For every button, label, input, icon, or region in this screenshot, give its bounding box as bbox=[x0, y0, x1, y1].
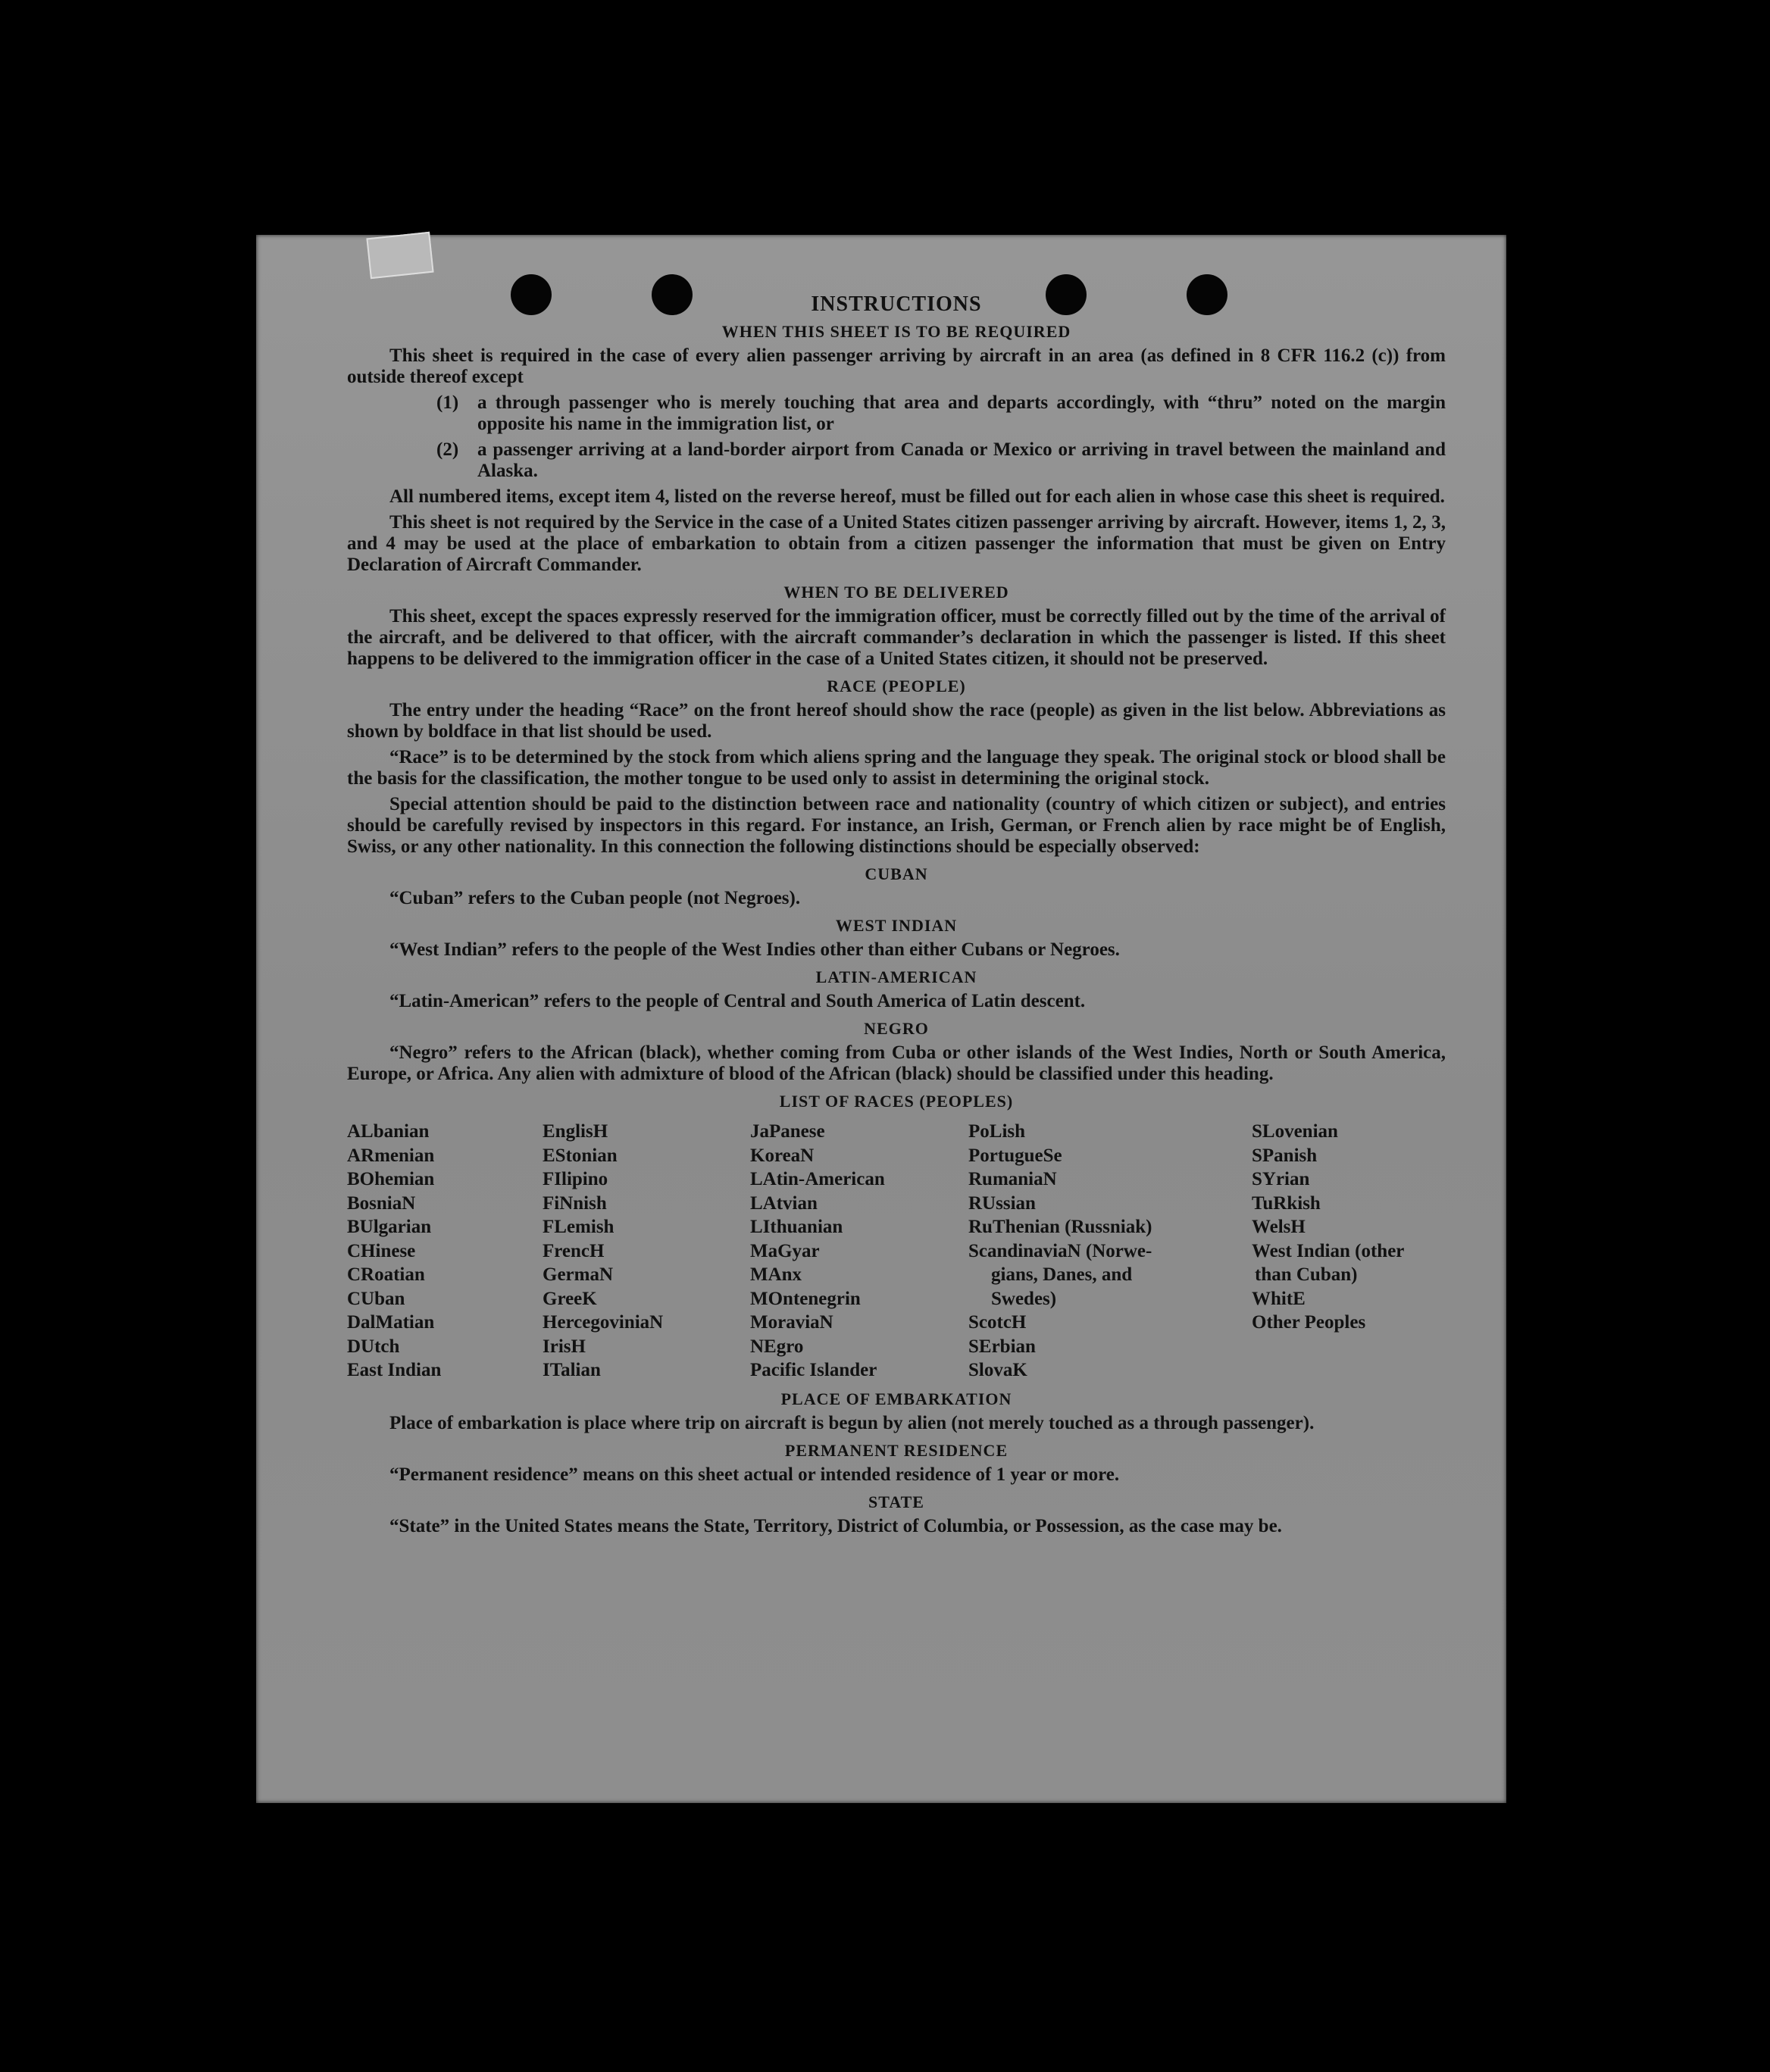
race-entry: JaPanese bbox=[750, 1121, 825, 1142]
race-entry: ScandinaviaN (Norwe- bbox=[968, 1240, 1152, 1261]
document-sheet bbox=[256, 235, 1506, 1803]
race-entry: EnglisH bbox=[543, 1121, 608, 1142]
race-entry: TuRkish bbox=[1252, 1192, 1321, 1214]
heading-cuban: CUBAN bbox=[865, 864, 928, 883]
numbered-items-paragraph: All numbered items, except item 4, listed on the reverse hereof, must be filled out for each alien in whose case this sheet is required. bbox=[389, 486, 1445, 507]
races-column bbox=[347, 1120, 543, 1383]
races-column bbox=[1252, 1120, 1446, 1383]
race-entry: PoLish bbox=[968, 1121, 1026, 1142]
race-entry: SErbian bbox=[968, 1336, 1036, 1357]
race-entry: PortugueSe bbox=[968, 1145, 1062, 1166]
west-indian-text: “West Indian” refers to the people of the West Indies other than either Cubans or Negroes. bbox=[389, 939, 1120, 960]
race-entry: ARmenian bbox=[347, 1145, 435, 1166]
race-entry: FLemish bbox=[543, 1217, 614, 1237]
race-entry: CHinese bbox=[347, 1240, 416, 1261]
item-text: a through passenger who is merely touching that area and departs accordingly, with “thru” noted on the margin opposite his name in the immigration list, or bbox=[477, 392, 1446, 434]
heading-when-required: WHEN THIS SHEET IS TO BE REQUIRED bbox=[721, 322, 1071, 341]
race-entry: GreeK bbox=[543, 1288, 597, 1309]
race-entry: Pacific Islander bbox=[750, 1360, 877, 1380]
race-entry: RumaniaN bbox=[968, 1169, 1057, 1189]
races-column bbox=[750, 1120, 968, 1383]
race-entry: FrencH bbox=[543, 1240, 605, 1261]
negro-text: “Negro” refers to the African (black), whether coming from Cuba or other islands of the West Indies, North or South America, Europe, or Africa. Any alien with admixture of blood of the African (black) should be classified under this heading. bbox=[347, 1042, 1446, 1084]
race-entry: Swedes) bbox=[991, 1288, 1057, 1309]
latin-american-text: “Latin-American” refers to the people of Central and South America of Latin descent. bbox=[389, 991, 1086, 1011]
page-title: INSTRUCTIONS bbox=[811, 292, 982, 316]
paper-tab bbox=[366, 232, 433, 279]
place-of-embarkation-text: Place of embarkation is place where trip on aircraft is begun by alien (not merely touched as a through passenger). bbox=[389, 1412, 1315, 1433]
race-entry: DalMatian bbox=[347, 1312, 435, 1333]
race-entry: CRoatian bbox=[347, 1264, 425, 1285]
race-entry: SPanish bbox=[1252, 1145, 1318, 1166]
heading-west-indian: WEST INDIAN bbox=[835, 916, 958, 935]
race-entry: LIthuanian bbox=[750, 1217, 843, 1237]
race-entry: KoreaN bbox=[750, 1145, 815, 1166]
race-entry: EStonian bbox=[543, 1145, 618, 1166]
race-entry: MoraviaN bbox=[750, 1312, 833, 1333]
exception-item-2 bbox=[436, 439, 1446, 482]
race-entry: DUtch bbox=[347, 1336, 400, 1357]
instructions-content bbox=[347, 294, 1446, 1542]
heading-latin-american: LATIN-AMERICAN bbox=[815, 967, 977, 986]
when-delivered-text: This sheet, except the spaces expressly reserved for the immigration officer, must be correctly filled out by the time of the arrival of the aircraft, and be delivered to that officer, with the aircraft commander’s declaration in which the passenger is listed. If this sheet happens to be delivered to the immigration officer in the case of a United States citizen, it should not be preserved. bbox=[347, 606, 1446, 669]
race-entry: than Cuban) bbox=[1255, 1264, 1358, 1285]
race-entry: ITalian bbox=[543, 1360, 601, 1380]
race-paragraph-1: The entry under the heading “Race” on the front hereof should show the race (people) as given in the list below. Abbreviations as shown by boldface in that list should be used. bbox=[347, 700, 1446, 742]
heading-race: RACE (PEOPLE) bbox=[827, 677, 966, 695]
race-entry: ScotcH bbox=[968, 1312, 1027, 1333]
race-entry: WelsH bbox=[1252, 1217, 1306, 1237]
cuban-text: “Cuban” refers to the Cuban people (not Negroes). bbox=[389, 888, 801, 908]
heading-when-delivered: WHEN TO BE DELIVERED bbox=[783, 583, 1009, 602]
race-entry: BOhemian bbox=[347, 1169, 435, 1189]
race-entry: MAnx bbox=[750, 1264, 802, 1285]
race-entry: SlovaK bbox=[968, 1360, 1027, 1380]
race-entry: FiNnish bbox=[543, 1192, 607, 1214]
exception-item-1 bbox=[436, 392, 1446, 435]
citizen-paragraph: This sheet is not required by the Service in the case of a United States citizen passenger arriving by aircraft. However, items 1, 2, 3, and 4 may be used at the place of embarkation to obtain from a citizen passenger the information that must be given on Entry Declaration of Aircraft Commander. bbox=[347, 512, 1446, 575]
races-column bbox=[968, 1120, 1252, 1383]
heading-permanent-residence: PERMANENT RESIDENCE bbox=[784, 1440, 1009, 1460]
race-entry: ALbanian bbox=[347, 1121, 430, 1142]
race-entry: RUssian bbox=[968, 1192, 1036, 1214]
races-column bbox=[543, 1120, 750, 1383]
race-entry: SYrian bbox=[1252, 1169, 1310, 1189]
heading-state: STATE bbox=[868, 1492, 924, 1511]
heading-list-of-races: LIST OF RACES (PEOPLES) bbox=[779, 1092, 1014, 1111]
item-number: (1) bbox=[436, 392, 459, 413]
race-entry: NEgro bbox=[750, 1336, 804, 1357]
race-entry: WhitE bbox=[1252, 1288, 1306, 1309]
heading-place-of-embarkation: PLACE OF EMBARKATION bbox=[780, 1389, 1012, 1408]
race-entry: West Indian (other bbox=[1252, 1240, 1405, 1261]
race-entry: BUlgarian bbox=[347, 1217, 432, 1237]
race-entry: FIlipino bbox=[543, 1169, 608, 1189]
race-paragraph-3: Special attention should be paid to the distinction between race and nationality (country of which citizen or subject), and entries should be carefully revised by inspectors in this regard. For instance, an Irish, German, or French alien by race might be of English, Swiss, or any other nationality. In this connection the following distinctions should be especially observed: bbox=[347, 794, 1446, 857]
race-entry: BosniaN bbox=[347, 1192, 416, 1214]
race-entry: CUban bbox=[347, 1288, 405, 1309]
race-entry: gians, Danes, and bbox=[991, 1264, 1133, 1285]
item-text: a passenger arriving at a land-border airport from Canada or Mexico or arriving in travel between the mainland and Alaska. bbox=[477, 439, 1446, 481]
race-entry: East Indian bbox=[347, 1360, 442, 1380]
state-text: “State” in the United States means the State, Territory, District of Columbia, or Possession, as the case may be. bbox=[389, 1515, 1282, 1536]
race-entry: HercegoviniaN bbox=[543, 1312, 664, 1333]
race-entry: RuThenian (Russniak) bbox=[968, 1217, 1152, 1237]
races-list bbox=[347, 1120, 1446, 1383]
race-entry: LAtin-American bbox=[750, 1169, 885, 1189]
race-entry: IrisH bbox=[543, 1336, 586, 1357]
race-entry: MaGyar bbox=[750, 1240, 820, 1261]
heading-negro: NEGRO bbox=[864, 1019, 929, 1038]
race-entry: LAtvian bbox=[750, 1192, 818, 1214]
item-number: (2) bbox=[436, 439, 459, 460]
race-entry: Other Peoples bbox=[1252, 1312, 1366, 1333]
race-paragraph-2: “Race” is to be determined by the stock from which aliens spring and the language they speak. The original stock or blood shall be the basis for the classification, the mother tongue to be used only to assist in determining the original stock. bbox=[347, 747, 1446, 789]
race-entry: SLovenian bbox=[1252, 1121, 1338, 1142]
permanent-residence-text: “Permanent residence” means on this sheet actual or intended residence of 1 year or more. bbox=[389, 1464, 1120, 1485]
race-entry: MOntenegrin bbox=[750, 1288, 861, 1309]
race-entry: GermaN bbox=[543, 1264, 614, 1285]
when-required-intro: This sheet is required in the case of every alien passenger arriving by aircraft in an area (as defined in 8 CFR 116.2 (c)) from outside thereof except bbox=[347, 345, 1446, 387]
